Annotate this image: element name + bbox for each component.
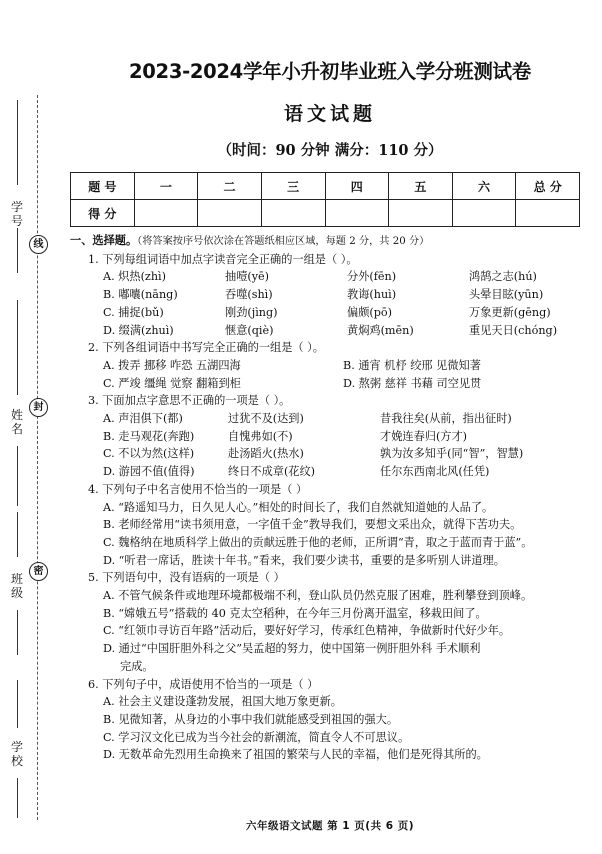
option-word: 才娩连春归(方才) bbox=[380, 429, 468, 443]
option-word: 鸿鹄之志(hú) bbox=[469, 270, 537, 284]
class-line-lower bbox=[17, 610, 18, 655]
question-1-stem: 1. 下列每组词语中加点字读音完全正确的一组是（ ）。 bbox=[88, 252, 358, 266]
option-word: 赴汤蹈火(热水) bbox=[228, 447, 304, 461]
class-line[interactable] bbox=[17, 512, 18, 557]
score-table-score-row bbox=[71, 200, 580, 227]
question-5-option: B. “嫦娥五号”搭载的 40 克太空稻种，在今年三月份离开温室，移栽田间了。 bbox=[103, 606, 487, 620]
score-header-cell: 四 bbox=[325, 173, 389, 200]
option-word: 头晕目眩(yūn) bbox=[469, 288, 544, 302]
option-word: B. 走马观花(奔跑) bbox=[103, 429, 195, 443]
page-footer: 六年级语文试题 第 1 页(共 6 页) bbox=[246, 820, 414, 832]
option-word: D. 游园不值(值得) bbox=[103, 465, 195, 479]
score-cell[interactable] bbox=[134, 200, 198, 227]
score-header-cell: 二 bbox=[198, 173, 262, 200]
score-header-cell: 六 bbox=[452, 173, 516, 200]
option-word: C. 不以为然(这样) bbox=[103, 447, 195, 461]
question-2-stem: 2. 下列各组词语中书写完全正确的一组是（ ）。 bbox=[88, 341, 324, 355]
question-4-option: A. “路遥知马力，日久见人心。”相处的时间长了，我们自然就知道她的人品了。 bbox=[103, 500, 494, 514]
exam-content bbox=[70, 232, 582, 764]
seal-mark-feng: 封 bbox=[29, 398, 48, 417]
score-cell[interactable] bbox=[261, 200, 325, 227]
question-1-option-row bbox=[70, 286, 582, 304]
binding-margin bbox=[0, 0, 62, 854]
exam-title: 2023-2024学年小升初毕业班入学分班测试卷 bbox=[129, 60, 531, 83]
score-header-cell: 五 bbox=[389, 173, 453, 200]
section-heading bbox=[70, 232, 582, 251]
question-3-option-row bbox=[70, 428, 582, 446]
section-title: 一、选择题。 bbox=[70, 233, 138, 247]
question-4-stem: 4. 下列句子中名言使用不恰当的一项是（ ） bbox=[88, 482, 308, 496]
option-word: 万象更新(gēng) bbox=[469, 305, 551, 319]
option-word: 过犹不及(达到) bbox=[228, 412, 304, 426]
section-note: （将答案按序号依次涂在答题纸相应区域，每题 2 分，共 20 分） bbox=[137, 236, 430, 247]
seal-mark-mi: 密 bbox=[29, 562, 48, 581]
question-3-option-row bbox=[70, 463, 582, 481]
option-group: C. 严竣 缰绳 觉察 翻箱到柜 bbox=[103, 376, 241, 390]
question-6-stem: 6. 下列句子中，成语使用不恰当的一项是（ ） bbox=[88, 677, 319, 691]
name-line[interactable] bbox=[17, 300, 18, 395]
score-table-header-row bbox=[71, 173, 580, 200]
question-5-option: D. 通过“中国肝胆外科之父”吴孟超的努力，使中国第一例肝胆外科 手术顺利 bbox=[103, 642, 481, 656]
binding-label-name: 姓名 bbox=[10, 408, 23, 436]
student-id-line-lower bbox=[17, 228, 18, 273]
binding-label-class: 班级 bbox=[10, 572, 23, 600]
score-header-cell: 总 分 bbox=[516, 173, 580, 200]
option-word: 黄焖鸡(mēn) bbox=[347, 323, 414, 337]
option-word: A. 声泪俱下(都) bbox=[103, 412, 183, 426]
score-cell[interactable] bbox=[389, 200, 453, 227]
score-row-label: 得 分 bbox=[71, 200, 135, 227]
binding-dashed-line bbox=[37, 95, 38, 820]
option-word: 刚劲(jìng) bbox=[225, 305, 278, 319]
option-word: 重见天日(chóng) bbox=[469, 323, 558, 337]
question-4-option: B. 老师经常用“读书须用意，一字值千金”教导我们，要想文采出众，就得下苦功夫。 bbox=[103, 518, 522, 532]
option-word: D. 缀满(zhuì) bbox=[103, 323, 174, 337]
question-5-stem: 5. 下列语句中，没有语病的一项是（ ） bbox=[88, 571, 285, 585]
score-header-cell: 题 号 bbox=[71, 173, 135, 200]
student-id-line[interactable] bbox=[17, 100, 18, 185]
question-4-option: D. “听君一席话，胜读十年书。”看来，我们要少读书，重要的是多听别人讲道理。 bbox=[103, 553, 505, 567]
option-word: 偏颇(pō) bbox=[347, 305, 393, 319]
score-cell[interactable] bbox=[325, 200, 389, 227]
score-cell[interactable] bbox=[516, 200, 580, 227]
option-word: 自愧弗如(不) bbox=[228, 429, 293, 443]
option-word: A. 炽热(zhì) bbox=[103, 270, 166, 284]
option-group: B. 通宵 机杼 绞邢 见微知著 bbox=[343, 358, 481, 372]
question-4-option: C. 魏格纳在地质科学上做出的贡献远胜于他的老师，正所谓“青，取之于蓝而青于蓝”。 bbox=[103, 535, 533, 549]
question-1-option-row bbox=[70, 304, 582, 322]
score-cell[interactable] bbox=[452, 200, 516, 227]
option-word: B. 嘟囔(nāng) bbox=[103, 288, 178, 302]
question-6-option: D. 无数革命先烈用生命换来了祖国的繁荣与人民的幸福，他们是死得其所的。 bbox=[103, 748, 488, 762]
option-word: 昔我往矣(从前，指出征时) bbox=[380, 412, 512, 426]
question-6-option: A. 社会主义建设蓬勃发展，祖国大地万象更新。 bbox=[103, 695, 342, 709]
option-word: 教诲(huì) bbox=[347, 288, 397, 302]
score-cell[interactable] bbox=[198, 200, 262, 227]
option-word: 孰为汝多知乎(同“智”，智慧) bbox=[380, 447, 524, 461]
option-word: 惬意(qiè) bbox=[225, 323, 274, 337]
option-word: 吞噬(shì) bbox=[225, 288, 273, 302]
question-3-stem: 3. 下面加点字意思不正确的一项是（ ）。 bbox=[88, 394, 291, 408]
question-2-option-row bbox=[70, 357, 582, 375]
binding-label-student-id: 学号 bbox=[10, 200, 23, 228]
exam-subtitle: 语文试题 bbox=[283, 103, 376, 125]
option-word: 终日不成章(花纹) bbox=[228, 465, 316, 479]
question-5-option-continuation: 完成。 bbox=[120, 659, 154, 673]
option-word: C. 捕捉(bǔ) bbox=[103, 305, 164, 319]
option-word: 抽噎(yē) bbox=[225, 270, 270, 284]
option-group: A. 拨弄 挪移 咋恐 五湖四海 bbox=[103, 358, 241, 372]
question-6-option: C. 学习汉文化已成为当今社会的新潮流，简直令人不可思议。 bbox=[103, 730, 410, 744]
school-line-lower bbox=[17, 778, 18, 818]
option-word: 任尔东西南北风(任凭) bbox=[380, 465, 490, 479]
name-line-lower bbox=[17, 446, 18, 506]
school-line[interactable] bbox=[17, 680, 18, 728]
binding-label-school: 学校 bbox=[10, 740, 23, 768]
question-6-option: B. 见微知著，从身边的小事中我们就能感受到祖国的强大。 bbox=[103, 712, 399, 726]
question-3-option-row bbox=[70, 410, 582, 428]
exam-meta: （时间：90 分钟 满分：110 分） bbox=[217, 142, 443, 159]
score-header-cell: 一 bbox=[134, 173, 198, 200]
question-5-option: A. 不管气候条件或地理环境都极端不利，登山队员仍然克服了困难，胜利攀登到顶峰。 bbox=[103, 589, 533, 603]
question-5-option: C. “红领巾寻访百年路”活动后，要好好学习，传承红色精神，争做新时代好少年。 bbox=[103, 624, 511, 638]
question-2-option-row bbox=[70, 375, 582, 393]
score-header-cell: 三 bbox=[261, 173, 325, 200]
seal-mark-xian: 线 bbox=[29, 235, 48, 254]
question-3-option-row bbox=[70, 445, 582, 463]
score-table bbox=[70, 172, 580, 227]
question-1-option-row bbox=[70, 322, 582, 340]
question-1-option-row bbox=[70, 268, 582, 286]
option-group: D. 熬粥 慈祥 书藉 司空见贯 bbox=[343, 376, 482, 390]
option-word: 分外(fēn) bbox=[347, 270, 397, 284]
